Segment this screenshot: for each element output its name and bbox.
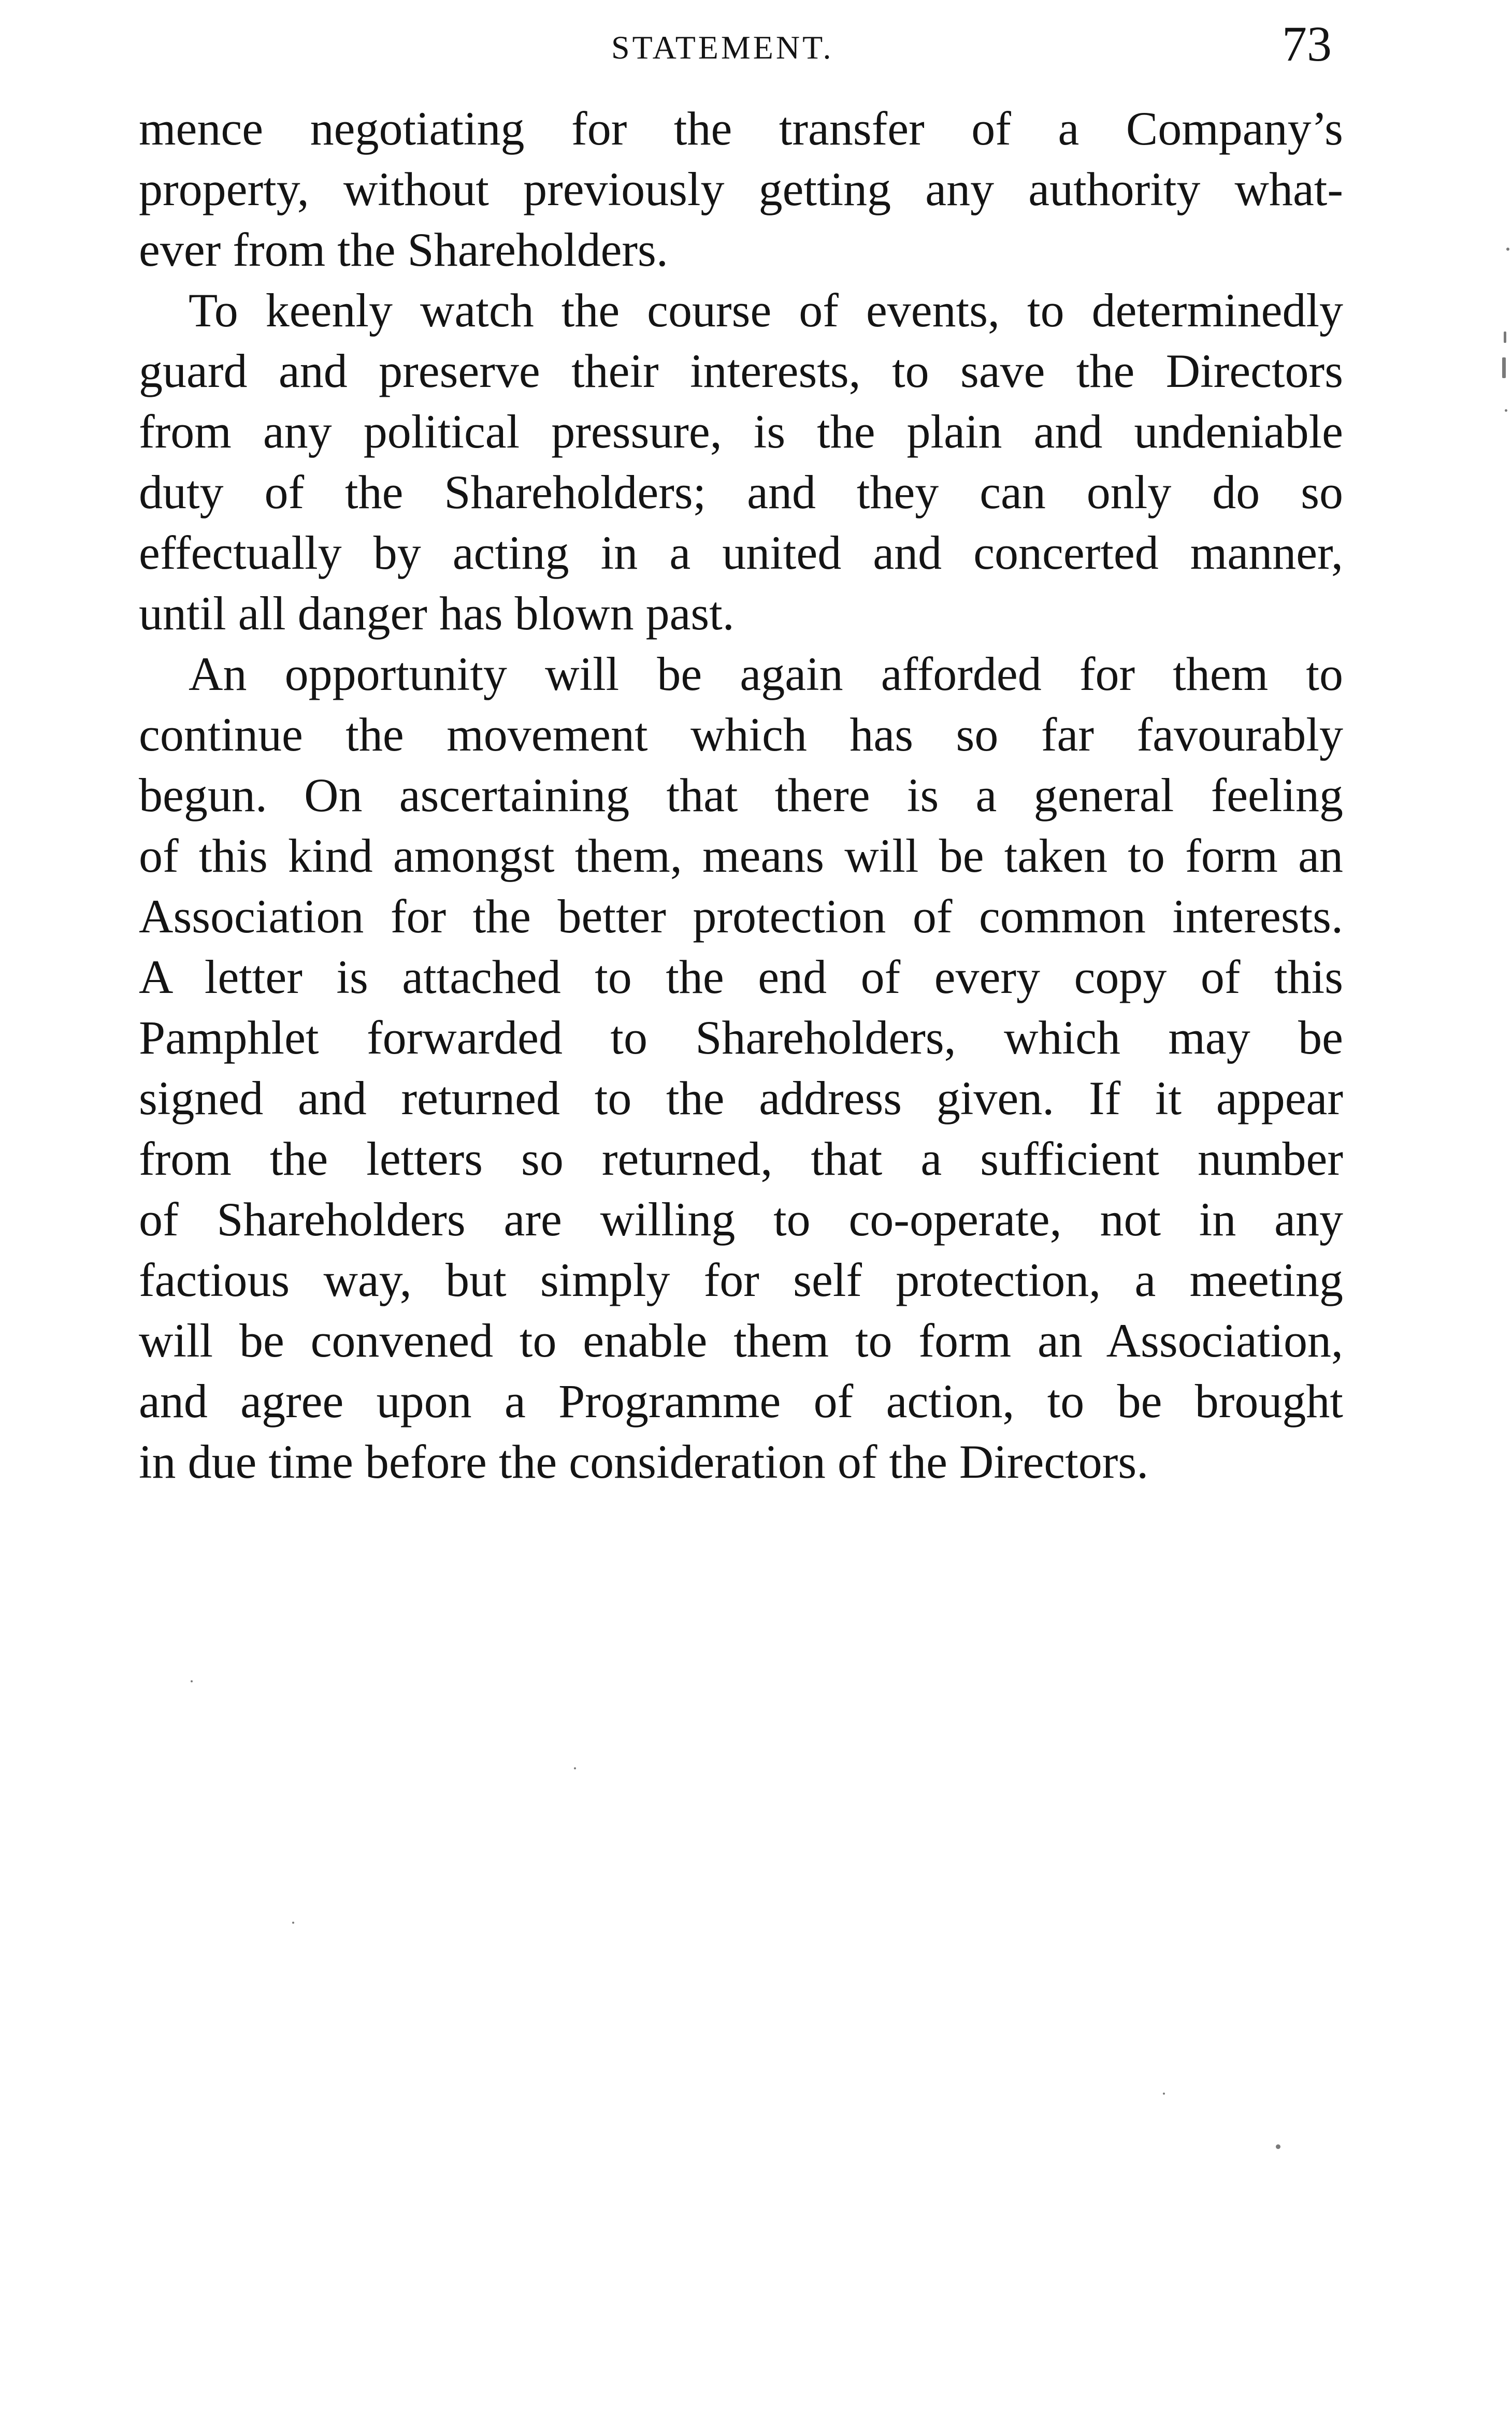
running-head bbox=[0, 16, 1512, 78]
paper-speck bbox=[1163, 2093, 1165, 2095]
text-line: duty of the Shareholders; and they can only do so bbox=[139, 466, 1343, 518]
text-line: effectually by acting in a united and concerted manner, bbox=[139, 526, 1343, 579]
text-line: A letter is attached to the end of every copy of this bbox=[139, 950, 1343, 1003]
text-line: begun. On ascertaining that there is a general feeling bbox=[139, 769, 1343, 821]
text-line: from the letters so returned, that a sufficient number bbox=[139, 1132, 1343, 1185]
paper-speck bbox=[1505, 409, 1507, 412]
text-line: from any political pressure, is the plain and undeniable bbox=[139, 405, 1343, 458]
paper-speck bbox=[292, 1922, 294, 1924]
text-line: factious way, but simply for self protection, a meeting bbox=[139, 1253, 1343, 1306]
text-line: signed and returned to the address given. If it appear bbox=[139, 1072, 1343, 1124]
text-line: of Shareholders are willing to co-operate, not in any bbox=[139, 1193, 1343, 1246]
text-line: Association for the better protection of common interests. bbox=[139, 890, 1343, 943]
text-line: guard and preserve their interests, to save the Directors bbox=[139, 344, 1343, 397]
page-number: 73 bbox=[1282, 16, 1332, 71]
text-line: until all danger has blown past. bbox=[139, 587, 735, 640]
text-line: ever from the Shareholders. bbox=[139, 223, 668, 276]
text-line: of this kind amongst them, means will be taken to form an bbox=[139, 829, 1343, 882]
paper-speck bbox=[191, 1680, 193, 1682]
text-line: in due time before the consideration of the Directors. bbox=[139, 1435, 1149, 1488]
paper-speck bbox=[574, 1767, 576, 1769]
text-line: Pamphlet forwarded to Shareholders, which may be bbox=[139, 1011, 1343, 1064]
text-line: To keenly watch the course of events, to determinedly bbox=[189, 284, 1343, 337]
paper-speck bbox=[1506, 248, 1509, 251]
text-line: An opportunity will be again afforded for them to bbox=[189, 647, 1343, 700]
body-text bbox=[139, 98, 1343, 1492]
text-line: property, without previously getting any authority what- bbox=[139, 163, 1343, 215]
text-line: continue the movement which has so far favourably bbox=[139, 708, 1343, 761]
running-title: STATEMENT. bbox=[611, 29, 834, 66]
paper-speck bbox=[1276, 2144, 1280, 2149]
text-line: mence negotiating for the transfer of a Company’s bbox=[139, 102, 1343, 155]
paper-speck bbox=[1504, 331, 1506, 343]
paper-speck bbox=[1502, 357, 1506, 378]
text-line: and agree upon a Programme of action, to be brought bbox=[139, 1375, 1343, 1428]
text-line: will be convened to enable them to form an Association, bbox=[139, 1314, 1343, 1367]
